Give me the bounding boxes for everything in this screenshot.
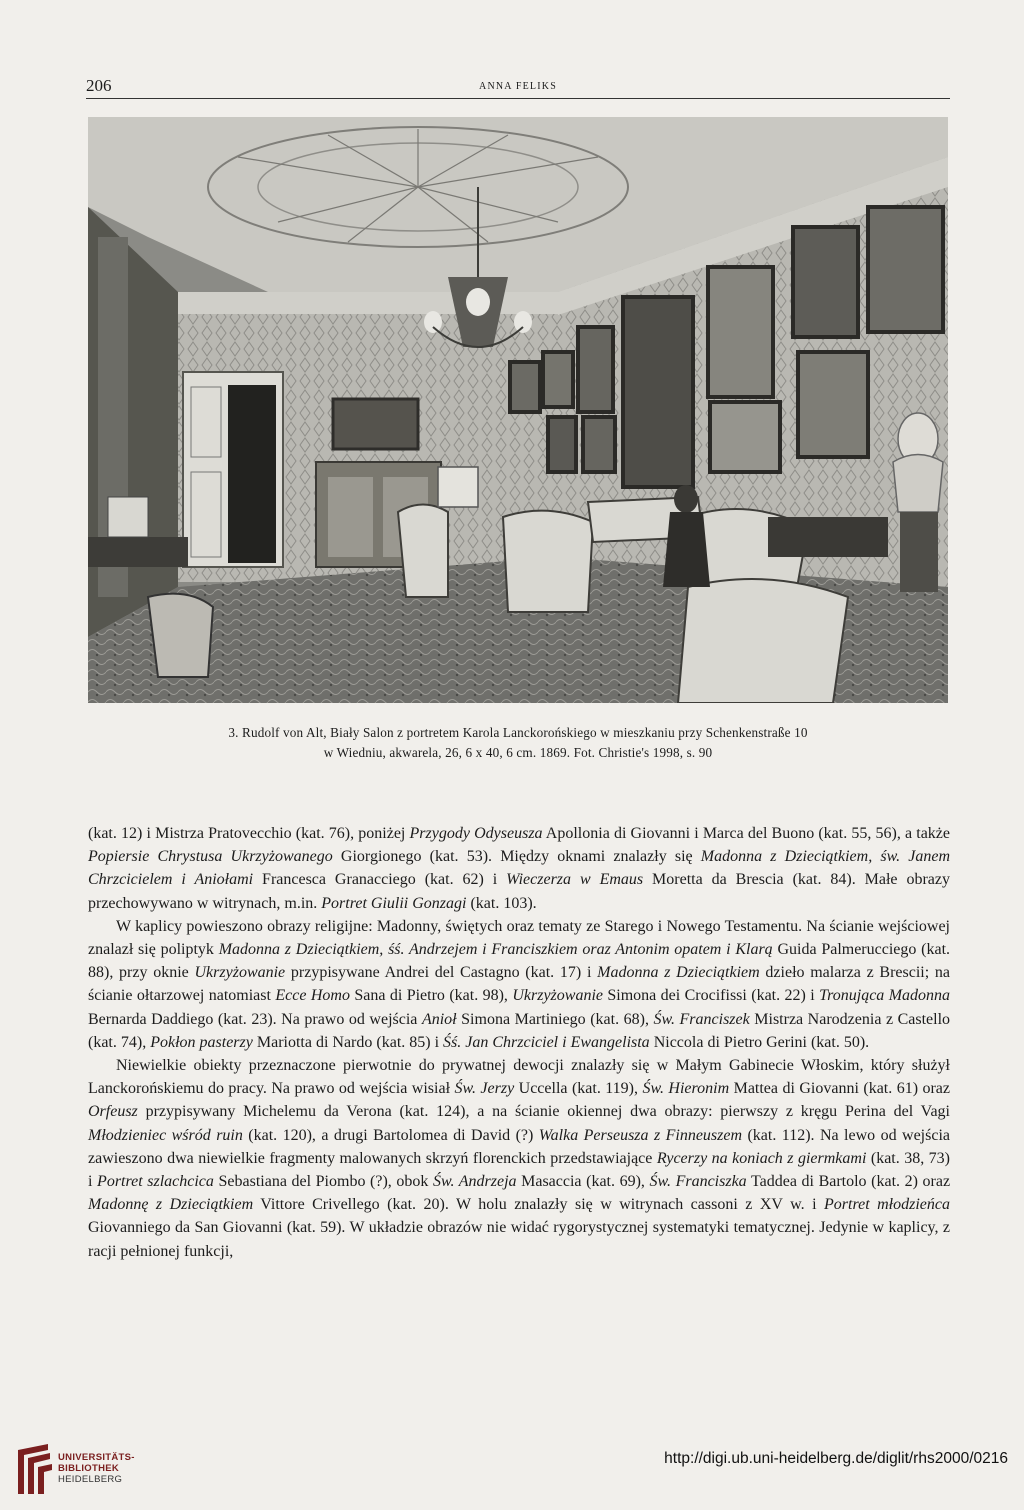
text-run: Sebastiana del Piombo (?), obok <box>213 1173 433 1191</box>
text-run: (kat. 103). <box>466 894 537 912</box>
text-run: Apollonia di Giovanni i Marca del Buono (kat. 55, 56), a także <box>542 825 950 842</box>
text-run: W kaplicy powieszono obrazy religijne: Madonny, świętych oraz tematy ze Starego i Nowego Testamentu. Na ścianie wejściowej znalazł się poliptyk <box>88 917 950 959</box>
page-number: 206 <box>86 76 112 95</box>
italic-title: Portret szlachcica <box>97 1173 214 1191</box>
italic-title: Madonna z Dzieciątkiem, śś. Andrzejem i Franciszkiem oraz Antonim opatem i Klarą <box>218 941 773 959</box>
text-run: (kat. 38, 73) i <box>88 1149 951 1191</box>
text-run: Mariotta di Nardo (kat. 85) i <box>252 1033 444 1051</box>
italic-title: Portret młodzieńca <box>824 1196 951 1214</box>
salon-illustration <box>88 117 948 703</box>
italic-title: Rycerzy na koniach z giermkami <box>656 1149 867 1167</box>
italic-title: Św. Jerzy <box>454 1080 515 1098</box>
text-run: przypisywany Michelemu da Verona (kat. 124), a na ścianie okiennej dwa obrazy: pierwszy z kręgu Perina del Vagi <box>137 1103 950 1121</box>
library-logo[interactable] <box>8 1440 188 1500</box>
italic-title: Śś. Jan Chrzciciel i Ewangelista <box>443 1033 650 1051</box>
text-run: Mattea di Giovanni (kat. 61) oraz <box>729 1080 951 1098</box>
italic-title: Madonna z Dzieciątkiem, św. Janem Chrzcicielem i Aniołami <box>88 848 950 889</box>
text-run: (kat. 112). Na lewo od wejścia zawieszono dwa niewielkie fragmenty malowanych skrzyń florenckich przedstawiające <box>88 1126 950 1167</box>
italic-title: Popiersie Chrystusa Ukrzyżowanego <box>88 848 333 866</box>
figure-caption <box>86 723 950 763</box>
paragraph <box>88 915 950 1054</box>
text-run: Mistrza Narodzenia z Castello (kat. 74), <box>88 1010 951 1051</box>
text-run: Guida Palmerucciego (kat. 88), przy oknie <box>88 941 951 982</box>
salon-painting-image <box>88 117 948 703</box>
italic-title: Św. Hieronim <box>642 1080 730 1098</box>
source-url-link[interactable]: http://digi.ub.uni-heidelberg.de/diglit/rhs2000/0216 <box>664 1450 1008 1467</box>
body-text <box>88 822 950 1263</box>
italic-title: Przygody Odyseusza <box>409 825 543 842</box>
header-rule <box>86 98 950 99</box>
italic-title: Portret Giulii Gonzagi <box>321 894 467 912</box>
italic-title: Ukrzyżowanie <box>512 987 603 1005</box>
text-run: Simona dei Crocifissi (kat. 22) i <box>602 987 820 1005</box>
logo-line-1: UNIVERSITÄTS- <box>58 1452 135 1463</box>
italic-title: Madonna z Dzieciątkiem <box>597 964 760 982</box>
paragraph <box>88 822 950 915</box>
text-run: Giorgionego (kat. 53). Między oknami znalazły się <box>332 848 701 866</box>
logo-line-3: HEIDELBERG <box>58 1474 123 1485</box>
paragraph <box>88 1054 950 1263</box>
italic-title: Ukrzyżowanie <box>194 964 286 982</box>
italic-title: Orfeusz <box>88 1103 138 1121</box>
running-head: ANNA FELIKS <box>479 81 557 92</box>
logo-line-2: BIBLIOTHEK <box>58 1463 120 1474</box>
text-run: dzieło malarza z Brescii; na ścianie ołtarzowej natomiast <box>88 964 951 1005</box>
text-run: przypisywane Andrei del Castagno (kat. 17) i <box>285 964 598 982</box>
italic-title: Św. Franciszek <box>653 1010 750 1028</box>
italic-title: Młodzieniec wśród ruin <box>88 1126 243 1144</box>
text-run: (kat. 12) i Mistrza Pratovecchio (kat. 76), poniżej <box>88 825 410 842</box>
caption-line-1: 3. Rudolf von Alt, Biały Salon z portretem Karola Lanckorońskiego w mieszkaniu przy Schenkenstraße 10 <box>228 725 808 740</box>
text-run: Vittore Crivellego (kat. 20). W holu znalazły się w witrynach cassoni z XV w. i <box>253 1196 825 1214</box>
text-run: Moretta da Brescia (kat. 84). Małe obrazy przechowywano w witrynach, m.in. <box>88 871 950 912</box>
text-run: Francesca Granacciego (kat. 62) i <box>253 871 507 889</box>
italic-title: Pokłon pasterzy <box>150 1033 253 1051</box>
text-run: Niewielkie obiekty przeznaczone pierwotnie do prywatnej dewocji znalazły się w Małym Gabinecie Włoskim, który służył Lanckorońskiemu do pracy. Na prawo od wejścia wisiał <box>88 1057 950 1098</box>
text-run: Taddea di Bartolo (kat. 2) oraz <box>746 1173 951 1191</box>
italic-title: Ecce Homo <box>275 987 350 1005</box>
caption-line-2: w Wiedniu, akwarela, 26, 6 x 40, 6 cm. 1869. Fot. Christie's 1998, s. 90 <box>323 745 713 760</box>
text-run: Bernarda Daddiego (kat. 23). Na prawo od wejścia <box>88 1010 422 1028</box>
library-logo-text <box>58 1452 135 1485</box>
italic-title: Tronująca Madonna <box>819 987 951 1005</box>
italic-title: Św. Franciszka <box>649 1173 747 1191</box>
italic-title: Madonnę z Dzieciątkiem <box>88 1196 254 1214</box>
italic-title: Wieczerza w Emaus <box>506 871 644 889</box>
text-run: (kat. 120), a drugi Bartolomea di David (?) <box>242 1126 539 1144</box>
text-run: Simona Martiniego (kat. 68), <box>456 1010 654 1028</box>
italic-title: Św. Andrzeja <box>432 1173 517 1191</box>
italic-title: Anioł <box>421 1010 457 1028</box>
text-run: Giovanniego da San Giovanni (kat. 59). W układzie obrazów nie widać rygorystycznej systematyki tematycznej. Jedynie w kaplicy, z racji pełnionej funkcji, <box>88 1219 950 1260</box>
italic-title: Walka Perseusza z Finneuszem <box>538 1126 743 1144</box>
text-run: Niccola di Pietro Gerini (kat. 50). <box>649 1033 870 1051</box>
library-logo-icon <box>12 1442 56 1498</box>
text-run: Uccella (kat. 119), <box>514 1080 643 1098</box>
text-run: Sana di Pietro (kat. 98), <box>349 987 513 1005</box>
text-run: Masaccia (kat. 69), <box>516 1173 650 1191</box>
page-header <box>86 76 950 98</box>
